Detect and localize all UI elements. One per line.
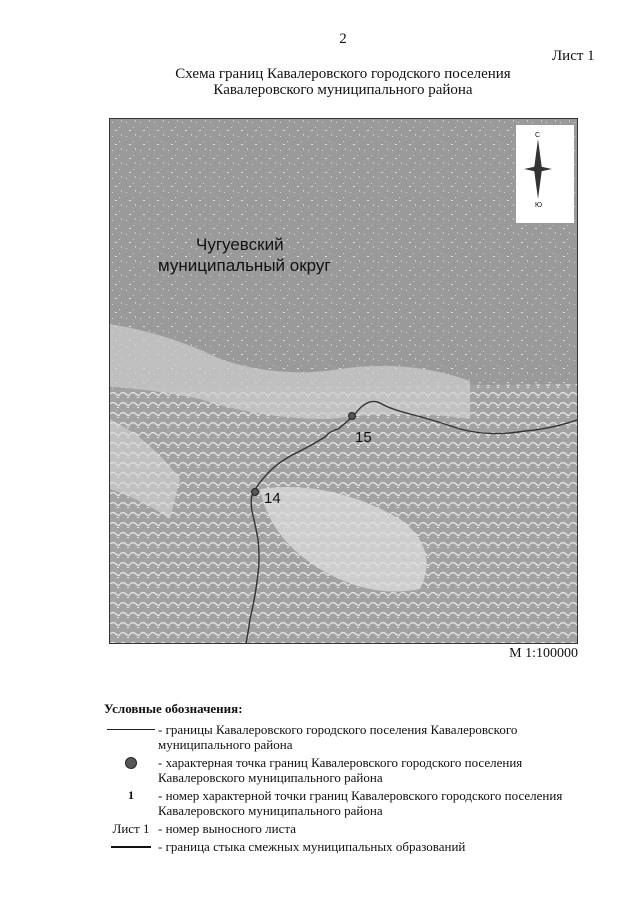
map-title: [0, 66, 640, 98]
map-frame: [109, 118, 578, 644]
legend-symbol-point-dot: [104, 755, 158, 770]
map-scale: М 1:100000: [509, 646, 578, 661]
boundary-point-label-15: 15: [355, 429, 372, 446]
legend-text: - граница стыка смежных муниципальных образований: [158, 839, 466, 854]
legend-item-point-number: [104, 788, 604, 818]
legend-symbol-thick-line: [104, 839, 158, 854]
legend-item-sheet: [104, 821, 604, 836]
legend-item-junction: [104, 839, 604, 854]
sheet-label: Лист 1: [552, 48, 595, 64]
map-title-line-1: Схема границ Кавалеровского городского поселения: [175, 66, 511, 82]
legend-symbol-boundary-line: [104, 722, 158, 737]
boundary-point-label-14: 14: [264, 490, 281, 507]
compass-south-label: Ю: [535, 202, 543, 209]
page-number: 2: [339, 31, 347, 47]
legend-item-boundary: [104, 722, 604, 752]
boundary-point-15: [349, 413, 356, 420]
region-label-line-1: Чугуевский: [196, 235, 284, 254]
legend-text: - границы Кавалеровского городского поселения Кавалеровского муниципального района: [158, 722, 518, 752]
legend-symbol-number: 1: [128, 788, 134, 802]
map-canvas: [110, 119, 577, 643]
boundary-point-14: [252, 489, 259, 496]
region-label-line-2: муниципальный округ: [158, 256, 331, 275]
compass-north-label: С: [535, 132, 541, 139]
map-title-line-2: Кавалеровского муниципального района: [213, 82, 473, 98]
legend-text: - номер характерной точки границ Кавалеровского городского поселения Кавалеровского муниципального района: [158, 788, 563, 818]
legend-title: Условные обозначения:: [104, 701, 243, 716]
legend-text: - характерная точка границ Кавалеровского городского поселения Кавалеровского муниципального района: [158, 755, 523, 785]
compass-rose: [516, 125, 574, 223]
legend-text: - номер выносного листа: [158, 821, 296, 836]
legend-symbol-sheet: Лист 1: [112, 821, 150, 836]
legend: [104, 701, 604, 857]
legend-item-point: [104, 755, 604, 785]
